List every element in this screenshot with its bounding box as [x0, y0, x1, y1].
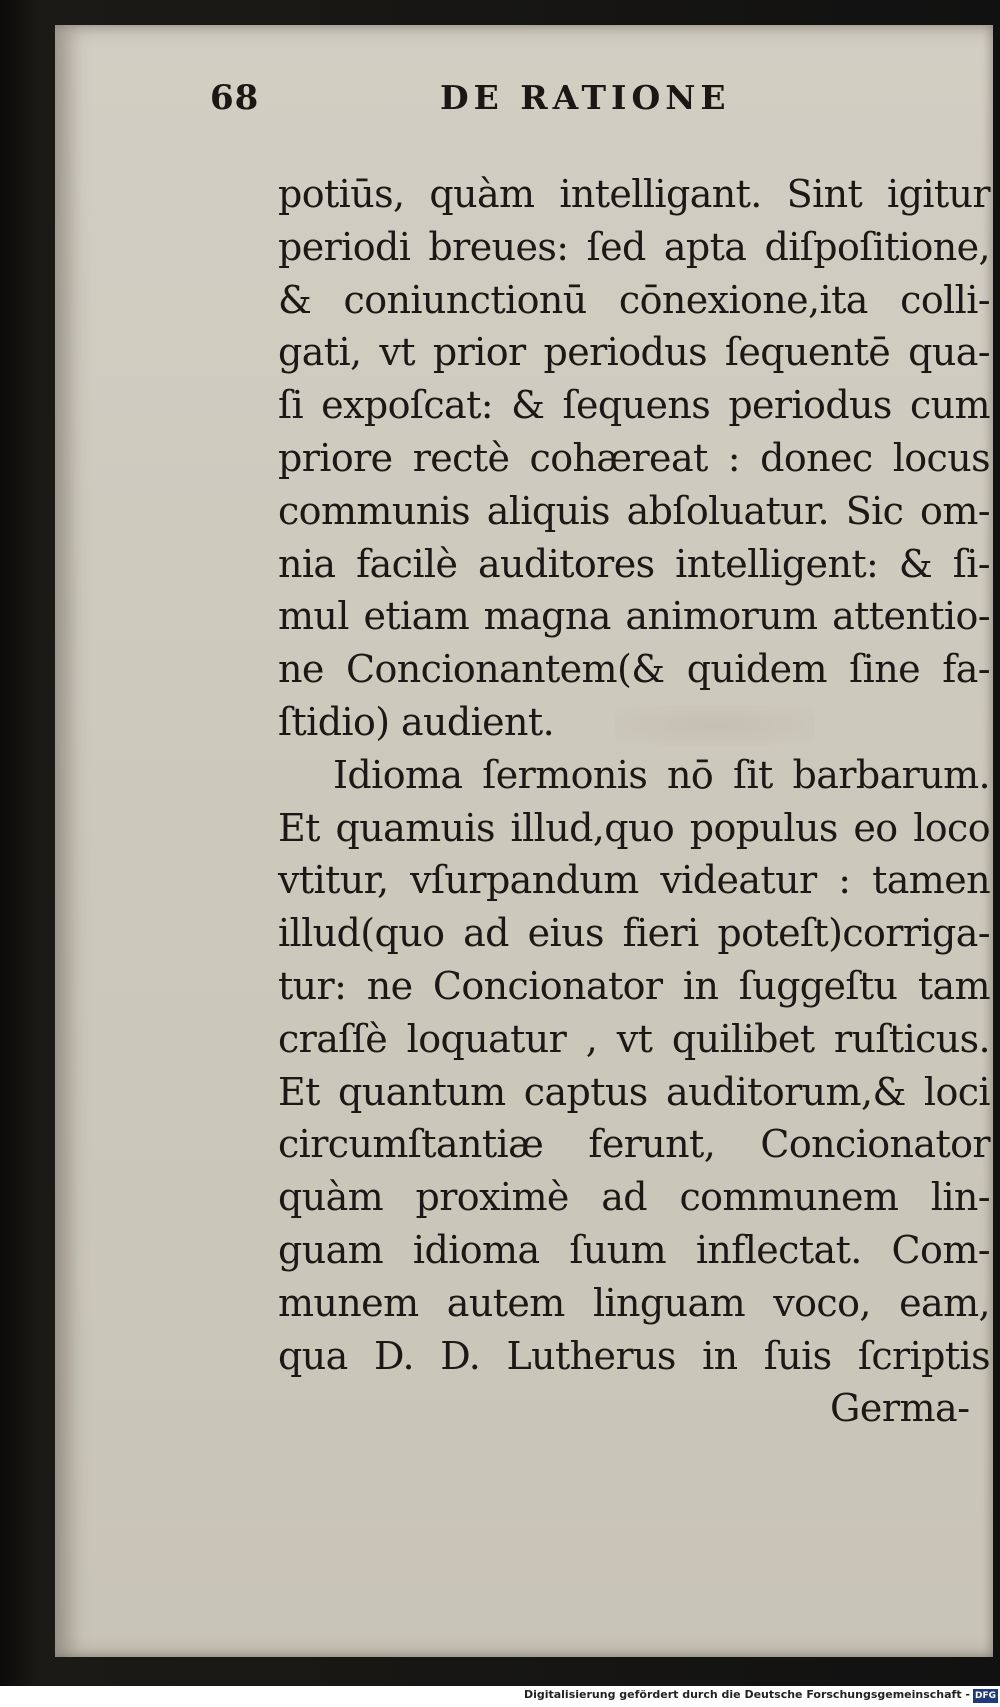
text-line: craſſè loquatur , vt quilibet ruſticus.	[278, 1016, 990, 1061]
text-line: ſi expoſcat: & ſequens periodus cum	[278, 383, 990, 428]
text-line: potiūs, quàm intelligant. Sint igitur	[278, 172, 990, 216]
paragraph-start-line: Idioma ſermonis nō ſit barbarum.	[333, 752, 990, 797]
body-text	[278, 168, 990, 1382]
text-line: quàm proximè ad communem lin-	[278, 1175, 990, 1220]
running-title: DE RATIONE	[440, 78, 731, 117]
text-line: priore rectè cohæreat : donec locus	[278, 435, 990, 480]
dfg-logo-icon: DFG	[974, 1691, 996, 1701]
text-line: ſtidio) audient.	[278, 699, 555, 744]
text-line: gati, vt prior periodus ſequentē qua-	[278, 330, 990, 375]
page-header	[210, 78, 910, 138]
catchword: Germa-	[830, 1386, 970, 1430]
digitization-footer	[0, 1686, 1000, 1707]
text-line: ne Concionantem(& quidem ſine fa-	[278, 647, 990, 692]
text-line: qua D. D. Lutherus in ſuis ſcriptis	[278, 1333, 990, 1378]
text-line: munem autem linguam voco, eam,	[278, 1280, 990, 1325]
text-line: circumſtantiæ ferunt, Concionator	[278, 1122, 990, 1167]
text-line: tur: ne Concionator in ſuggeſtu tam	[278, 963, 990, 1008]
text-line: communis aliquis abſoluatur. Sic om-	[278, 488, 990, 533]
text-line: Et quamuis illud,quo populus eo loco	[278, 805, 990, 850]
text-line: illud(quo ad eius fieri poteſt)corriga-	[278, 911, 990, 956]
text-line: Et quantum captus auditorum,& loci	[278, 1069, 990, 1114]
text-line: periodi breues: ſed apta diſpoſitione,	[278, 224, 990, 269]
text-line: mul etiam magna animorum attentio-	[278, 594, 990, 639]
text-line: nia facilè auditores intelligent: & ſi-	[278, 541, 990, 586]
text-line: guam idioma ſuum inflectat. Com-	[278, 1227, 990, 1272]
page-number: 68	[210, 78, 260, 118]
text-line: vtitur, vſurpandum videatur : tamen	[278, 858, 990, 903]
funding-credit: Digitalisierung gefördert durch die Deutsche Forschungsgemeinschaft -	[523, 1688, 970, 1701]
text-line: & coniunctionū cōnexione,ita colli-	[278, 277, 990, 322]
